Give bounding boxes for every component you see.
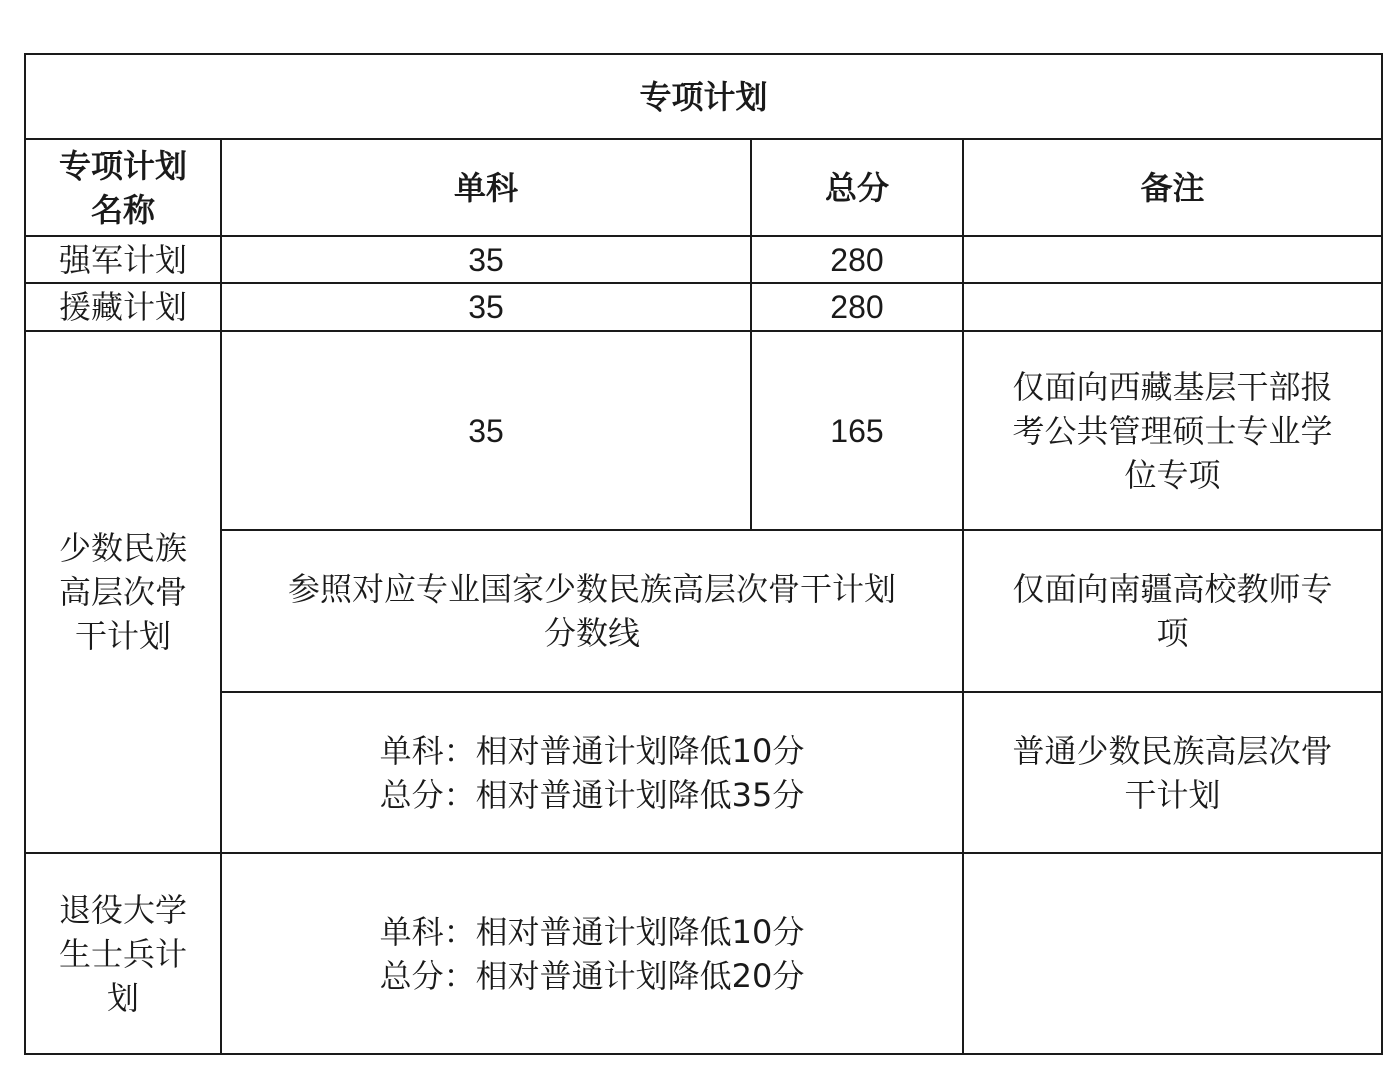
cell-note-minority-tibet: 仅面向西藏基层干部报 考公共管理硕士专业学 位专项 (963, 331, 1382, 530)
table-row-minority-general (25, 692, 1382, 853)
cell-name-veteran: 退役大学 生士兵计 划 (25, 853, 221, 1054)
cell-note-yuanzang (963, 283, 1382, 331)
cell-score-minority-xinjiang: 参照对应专业国家少数民族高层次骨干计划 分数线 (221, 530, 963, 692)
table-row-veteran (25, 853, 1382, 1054)
header-plan-name: 专项计划 名称 (25, 139, 221, 236)
header-total-score: 总分 (751, 139, 963, 236)
cell-note-minority-xinjiang: 仅面向南疆高校教师专 项 (963, 530, 1382, 692)
table-row-minority-xinjiang (25, 530, 1382, 692)
table-header-row (25, 139, 1382, 236)
table-title-row (25, 54, 1382, 139)
cell-single-yuanzang: 35 (221, 283, 751, 331)
table-title: 专项计划 (25, 54, 1382, 139)
cell-name-qiangjun: 强军计划 (25, 236, 221, 283)
cell-score-veteran: 单科：相对普通计划降低10分 总分：相对普通计划降低20分 (221, 853, 963, 1054)
table-row-yuanzang (25, 283, 1382, 331)
cell-name-minority: 少数民族 高层次骨 干计划 (25, 331, 221, 853)
table-row-minority-tibet (25, 331, 1382, 530)
header-single-subject: 单科 (221, 139, 751, 236)
special-plan-table (24, 53, 1383, 1055)
cell-single-minority-tibet: 35 (221, 331, 751, 530)
header-note: 备注 (963, 139, 1382, 236)
table-row-qiangjun (25, 236, 1382, 283)
cell-total-qiangjun: 280 (751, 236, 963, 283)
cell-total-minority-tibet: 165 (751, 331, 963, 530)
cell-score-minority-general: 单科：相对普通计划降低10分 总分：相对普通计划降低35分 (221, 692, 963, 853)
cell-note-qiangjun (963, 236, 1382, 283)
cell-note-minority-general: 普通少数民族高层次骨 干计划 (963, 692, 1382, 853)
cell-single-qiangjun: 35 (221, 236, 751, 283)
cell-note-veteran (963, 853, 1382, 1054)
cell-name-yuanzang: 援藏计划 (25, 283, 221, 331)
cell-total-yuanzang: 280 (751, 283, 963, 331)
